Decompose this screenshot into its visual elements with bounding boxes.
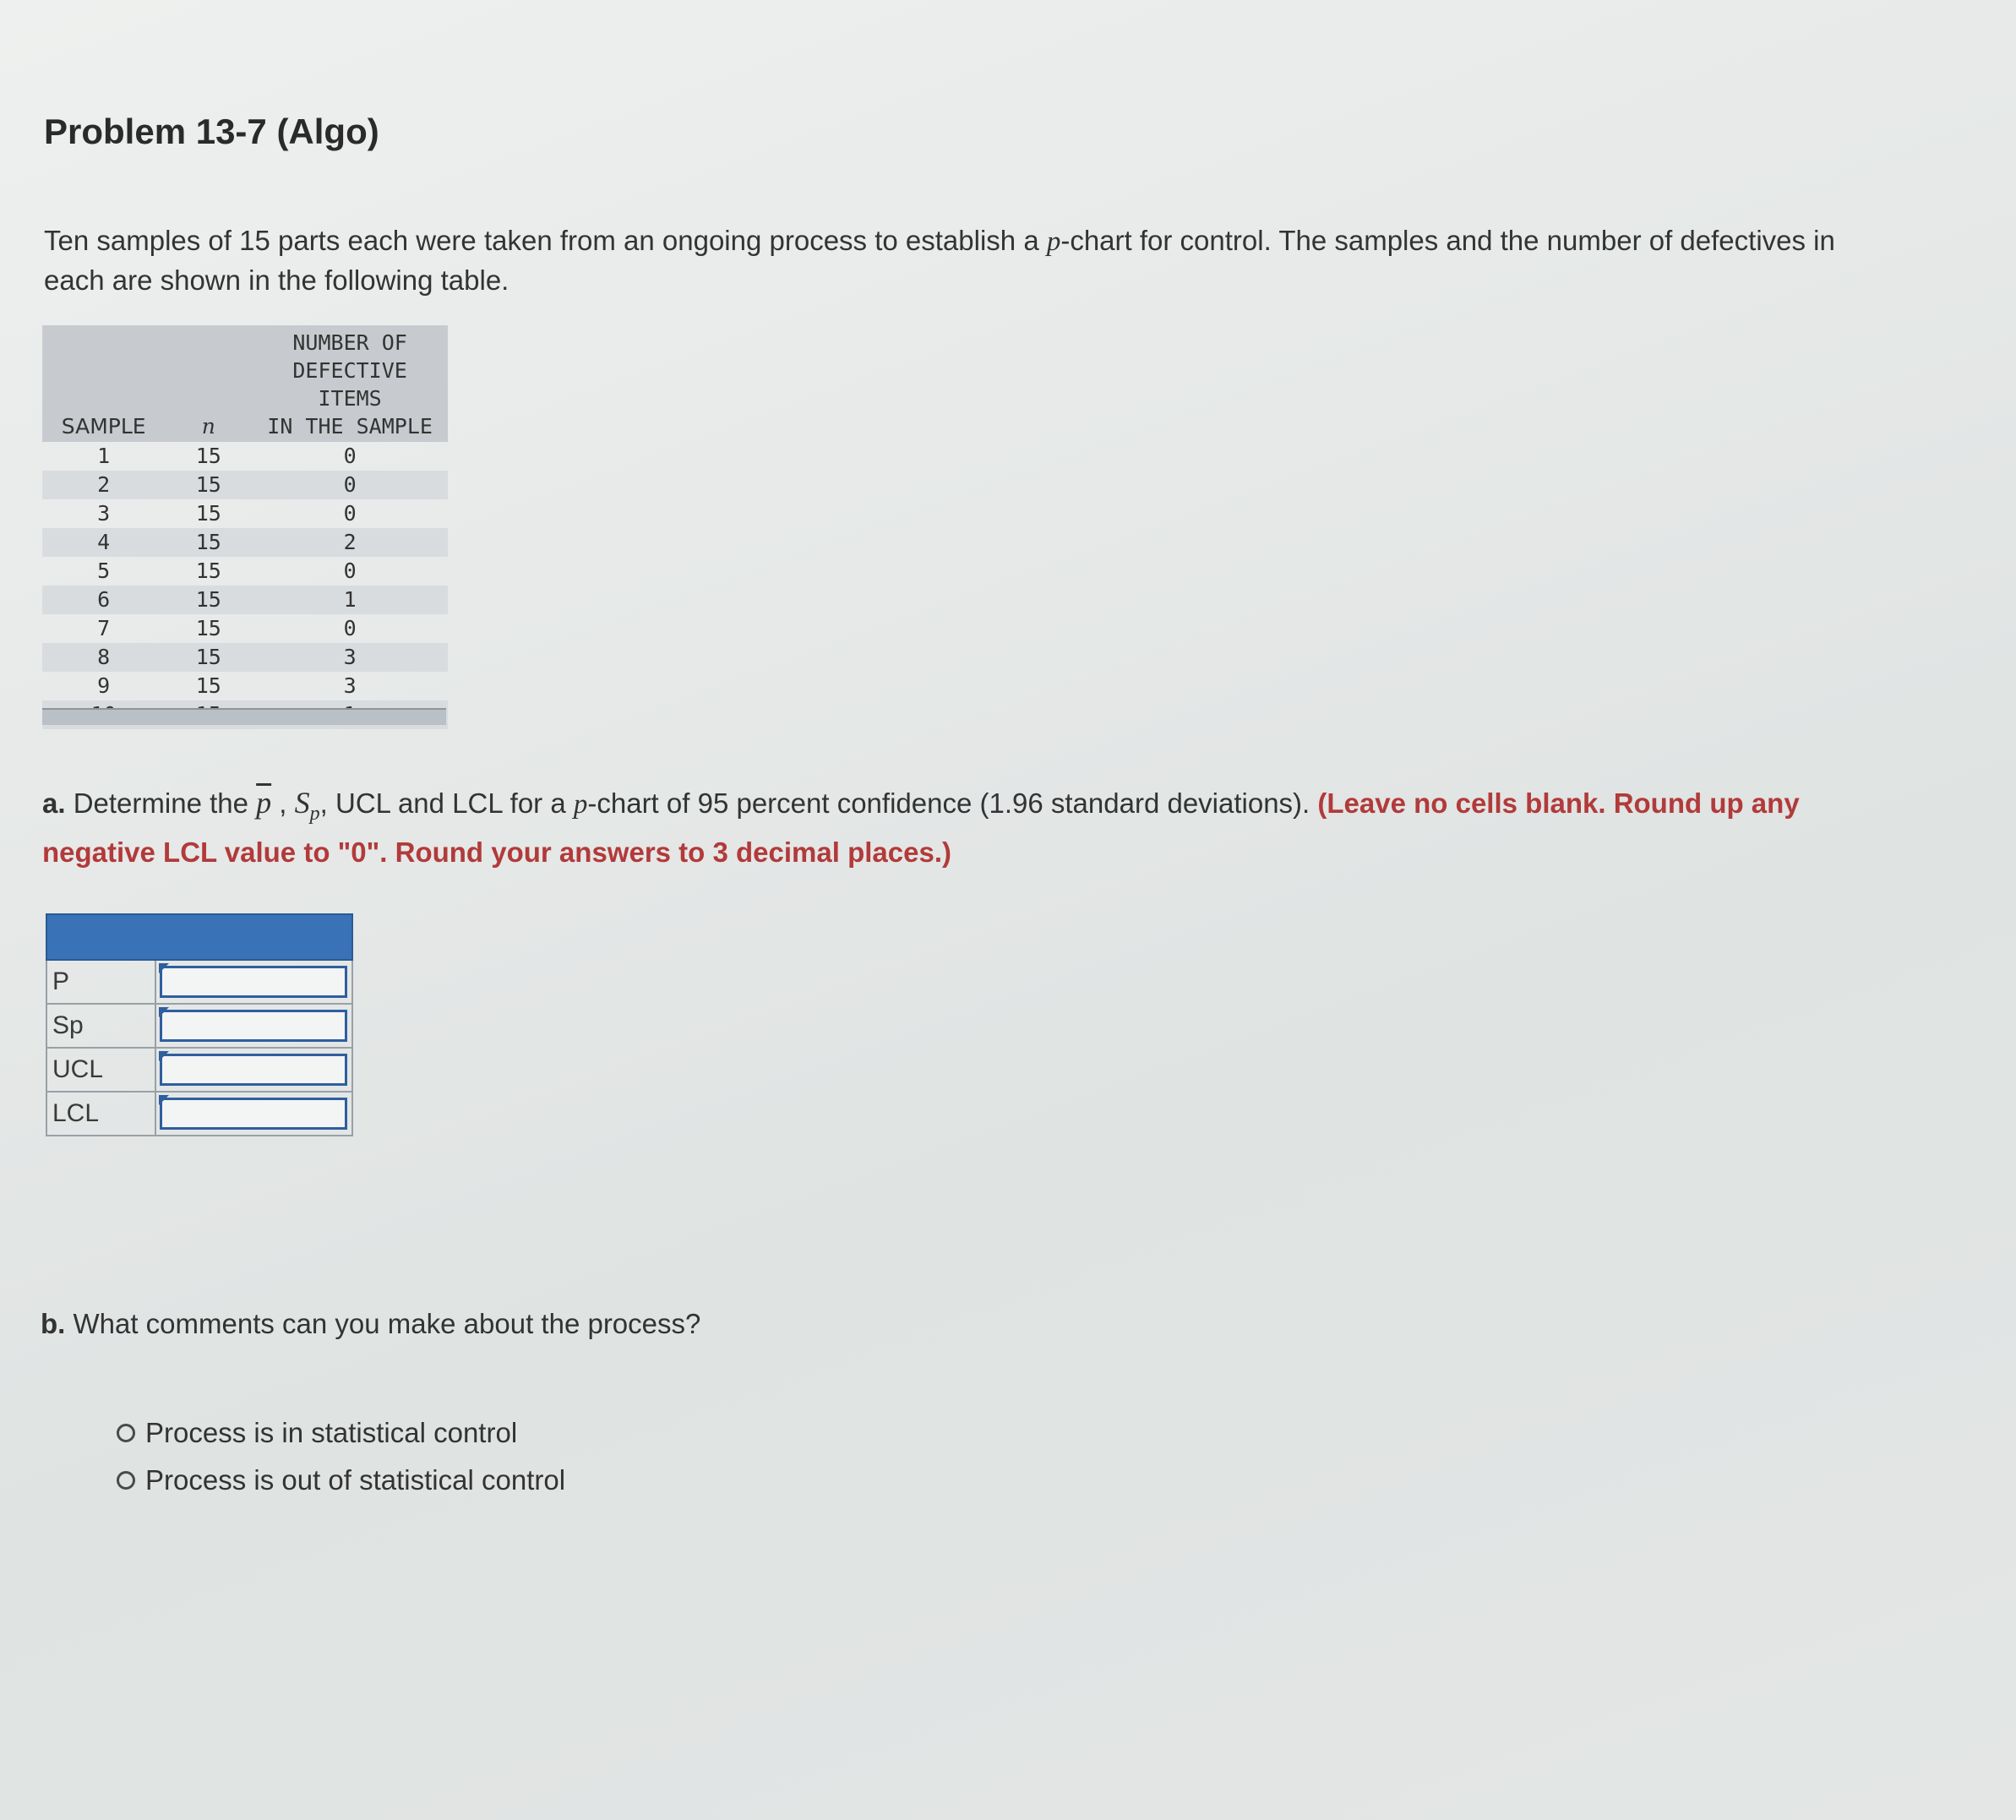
cell-defective: 2 xyxy=(343,530,357,554)
cell-sample: 9 xyxy=(97,673,111,698)
part-a-instruction: (Leave no cells blank. Round up any negative LCL value to "0". Round your answers to 3 decimal places.) xyxy=(42,787,1800,869)
radio-button-icon[interactable] xyxy=(117,1471,135,1490)
cell-n: 15 xyxy=(195,444,221,468)
part-b-question xyxy=(41,1308,700,1340)
table-row xyxy=(42,557,448,586)
cell-defective: 0 xyxy=(343,501,357,526)
table-row xyxy=(42,528,448,557)
table-row xyxy=(42,586,448,614)
cell-n: 15 xyxy=(195,673,221,698)
option-in-control[interactable] xyxy=(117,1409,565,1457)
cell-defective: 0 xyxy=(343,472,357,497)
part-b-text: What comments can you make about the process? xyxy=(65,1308,701,1339)
radio-button-icon[interactable] xyxy=(117,1424,135,1442)
table-row xyxy=(42,672,448,700)
answer-label-lcl: LCL xyxy=(46,1092,155,1136)
problem-title: Problem 13-7 (Algo) xyxy=(44,112,379,151)
cell-n: 15 xyxy=(195,472,221,497)
part-a-letter: a. xyxy=(42,787,66,819)
table-row xyxy=(42,499,448,528)
header-defective-line1: NUMBER OF xyxy=(292,330,407,355)
table-row xyxy=(42,442,448,471)
ucl-input[interactable] xyxy=(160,1054,347,1086)
answer-row-p xyxy=(46,960,352,1004)
table-row xyxy=(42,471,448,499)
answer-label-sp: Sp xyxy=(46,1004,155,1048)
cell-defective: 0 xyxy=(343,559,357,583)
answer-cell-lcl xyxy=(155,1092,352,1136)
header-defective-items xyxy=(252,325,448,442)
cell-sample: 2 xyxy=(97,472,111,497)
header-n: n xyxy=(201,414,215,439)
cell-n: 15 xyxy=(195,501,221,526)
cell-sample: 4 xyxy=(97,530,111,554)
header-defective-line3: IN THE SAMPLE xyxy=(267,414,433,439)
answer-row-ucl xyxy=(46,1048,352,1092)
cell-defective: 3 xyxy=(343,673,357,698)
answer-table-header xyxy=(46,914,352,960)
answer-label-p: P xyxy=(46,960,155,1004)
part-a-text-1: Determine the xyxy=(65,787,257,819)
intro-text-after: -chart for control. The samples and the number of defectives in each are shown in the following table. xyxy=(44,225,1835,296)
part-a-text-3: , UCL and LCL for a xyxy=(319,787,574,819)
table-row xyxy=(42,643,448,672)
problem-intro xyxy=(44,221,1869,299)
p-bar-symbol: $\overline{p}$ xyxy=(256,786,272,820)
cell-sample: 7 xyxy=(97,616,111,640)
cell-sample: 3 xyxy=(97,501,111,526)
part-a-question xyxy=(42,784,1884,871)
table-row xyxy=(42,614,448,643)
answer-label-ucl: UCL xyxy=(46,1048,155,1092)
cell-defective: 1 xyxy=(343,587,357,612)
answer-cell-sp xyxy=(155,1004,352,1048)
cell-sample: 1 xyxy=(97,444,111,468)
cell-n: 15 xyxy=(195,559,221,583)
lcl-input[interactable] xyxy=(160,1098,347,1130)
option-out-of-control-label: Process is out of statistical control xyxy=(145,1464,566,1496)
option-in-control-label: Process is in statistical control xyxy=(145,1417,518,1448)
cell-defective: 3 xyxy=(343,645,357,669)
answer-table-header-cell xyxy=(46,914,352,960)
data-table-header-row xyxy=(42,325,448,442)
cell-defective: 0 xyxy=(343,616,357,640)
part-a-text-4: -chart of 95 percent confidence (1.96 standard deviations). xyxy=(587,787,1318,819)
flag-icon xyxy=(159,1007,169,1017)
answer-row-lcl xyxy=(46,1092,352,1136)
p-italic-symbol: p xyxy=(573,789,588,820)
cell-sample: 8 xyxy=(97,645,111,669)
answer-cell-p xyxy=(155,960,352,1004)
header-defective-line2: DEFECTIVE ITEMS xyxy=(292,358,407,411)
header-sample: SAMPLE xyxy=(61,414,146,439)
part-b-letter: b. xyxy=(41,1308,66,1339)
cell-sample: 6 xyxy=(97,587,111,612)
sp-input[interactable] xyxy=(160,1010,347,1042)
cell-defective: 0 xyxy=(343,444,357,468)
answer-cell-ucl xyxy=(155,1048,352,1092)
cell-n: 15 xyxy=(195,616,221,640)
cell-n: 15 xyxy=(195,587,221,612)
process-radio-group xyxy=(117,1409,565,1504)
answer-row-sp xyxy=(46,1004,352,1048)
sp-main: S xyxy=(294,786,310,820)
intro-text-before: Ten samples of 15 parts each were taken from an ongoing process to establish a xyxy=(44,225,1047,256)
samples-data-table xyxy=(42,325,448,729)
flag-icon xyxy=(159,1095,169,1105)
cell-sample: 5 xyxy=(97,559,111,583)
cell-n: 15 xyxy=(195,645,221,669)
data-table-footer xyxy=(42,708,446,725)
flag-icon xyxy=(159,963,169,973)
answer-table xyxy=(46,913,353,1136)
sp-subscript: p xyxy=(309,803,320,826)
p-bar-input[interactable] xyxy=(160,966,347,998)
intro-p-variable: p xyxy=(1046,226,1061,257)
sp-symbol xyxy=(294,786,320,826)
cell-n: 15 xyxy=(195,530,221,554)
flag-icon xyxy=(159,1051,169,1061)
option-out-of-control[interactable] xyxy=(117,1457,565,1504)
part-a-text-2: , xyxy=(271,787,295,819)
